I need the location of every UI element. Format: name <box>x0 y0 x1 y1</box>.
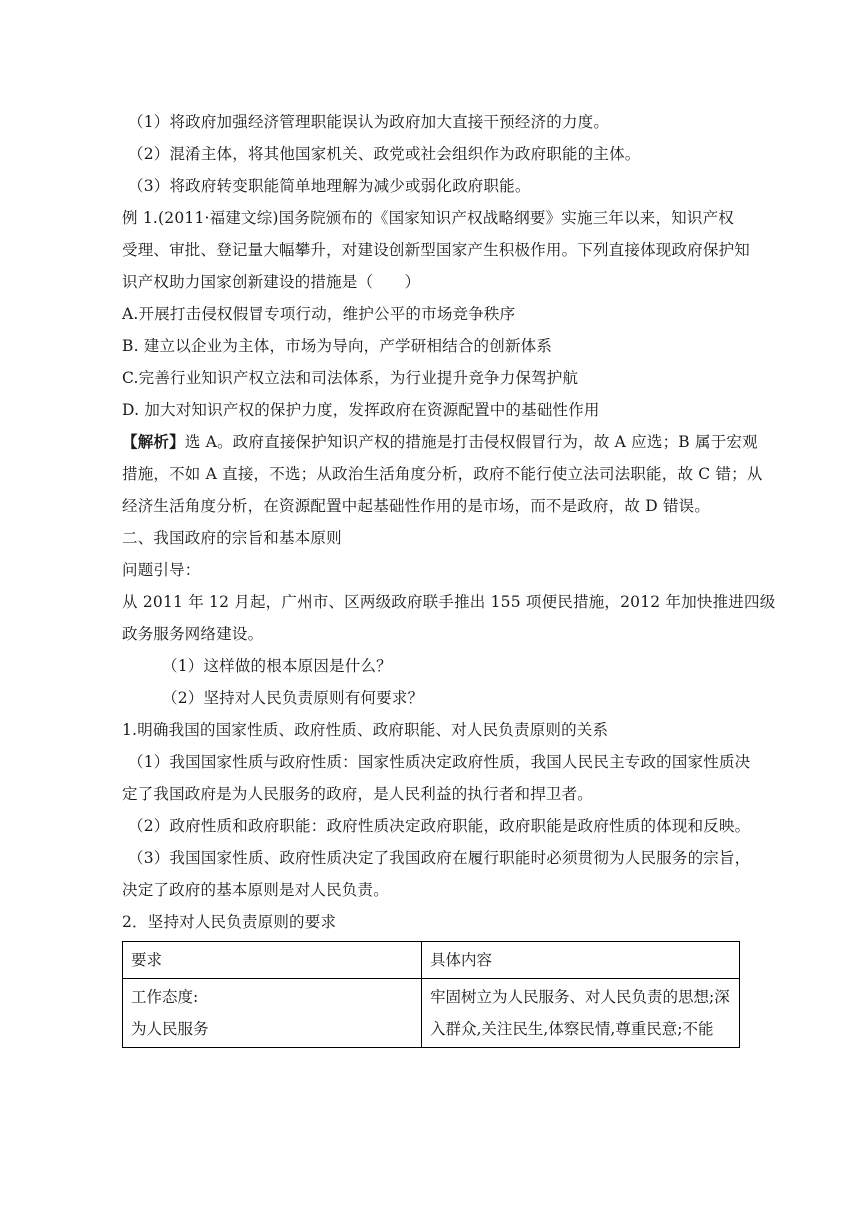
option-b: B. 建立以企业为主体，市场为导向，产学研相结合的创新体系 <box>122 337 553 355</box>
point-1-item-3-line-1: （3）我国国家性质、政府性质决定了我国政府在履行职能时必须贯彻为人民服务的宗旨， <box>128 849 751 867</box>
point-1-heading: 1.明确我国的国家性质、政府性质、政府职能、对人民负责原则的关系 <box>122 721 609 739</box>
table-row <box>123 979 740 1048</box>
question-guide-label: 问题引导： <box>122 561 201 579</box>
content-line-2: 入群众,关注民生,体察民情,尊重民意;不能 <box>430 1020 714 1038</box>
option-c: C.完善行业知识产权立法和司法体系，为行业提升竞争力保驾护航 <box>122 369 579 387</box>
point-1-item-2: （2）政府性质和政府职能：政府性质决定政府职能，政府职能是政府性质的体现和反映。 <box>128 817 751 835</box>
analysis-line-2: 措施，不如 A 直接，不选；从政治生活角度分析，政府不能行使立法司法职能，故 C 错；从 <box>122 465 763 483</box>
requirement-line-2: 为人民服务 <box>131 1020 209 1038</box>
example-question-line-3: 识产权助力国家创新建设的措施是（ ） <box>122 273 421 291</box>
misconception-2: （2）混淆主体，将其他国家机关、政党或社会组织作为政府职能的主体。 <box>128 145 641 163</box>
misconception-1: （1）将政府加强经济管理职能误认为政府加大直接干预经济的力度。 <box>128 113 610 131</box>
requirements-table <box>122 941 740 1048</box>
requirement-line-1: 工作态度: <box>131 988 199 1006</box>
option-a: A.开展打击侵权假冒专项行动，维护公平的市场竞争秩序 <box>122 305 516 323</box>
misconception-3: （3）将政府转变职能简单地理解为减少或弱化政府职能。 <box>128 177 531 195</box>
analysis-line-3: 经济生活角度分析，在资源配置中起基础性作用的是市场，而不是政府，故 D 错误。 <box>122 497 711 515</box>
analysis-text-1: 选 A。政府直接保护知识产权的措施是打击侵权假冒行为，故 A 应选；B 属于宏观 <box>184 433 758 451</box>
analysis-line-1 <box>122 426 758 458</box>
point-1-item-1-line-1: （1）我国国家性质与政府性质：国家性质决定政府性质，我国人民民主专政的国家性质决 <box>128 753 751 771</box>
example-question-line-2: 受理、审批、登记量大幅攀升，对建设创新型国家产生积极作用。下列直接体现政府保护知 <box>122 241 751 259</box>
point-2-heading: 2．坚持对人民负责原则的要求 <box>122 913 337 931</box>
table-header-requirement: 要求 <box>123 942 422 979</box>
content-line-1: 牢固树立为人民服务、对人民负责的思想;深 <box>430 988 730 1006</box>
analysis-tag: 【解析】 <box>122 432 185 451</box>
guide-text-line-1: 从 2011 年 12 月起，广州市、区两级政府联手推出 155 项便民措施，2012 年加快推进四级 <box>122 593 776 611</box>
table-header-row <box>123 942 740 979</box>
point-1-item-1-line-2: 定了我国政府是为人民服务的政府，是人民利益的执行者和捍卫者。 <box>122 785 594 803</box>
example-question-line-1: 例 1.(2011·福建文综)国务院颁布的《国家知识产权战略纲要》实施三年以来，知识产权 <box>122 209 734 227</box>
guide-question-2: （2）坚持对人民负责原则有何要求？ <box>162 689 424 707</box>
guide-text-line-2: 政务服务网络建设。 <box>122 625 264 643</box>
point-1-item-3-line-2: 决定了政府的基本原则是对人民负责。 <box>122 881 389 899</box>
document-content <box>122 106 776 1048</box>
table-cell-requirement <box>123 979 422 1048</box>
table-header-content: 具体内容 <box>422 942 740 979</box>
table-cell-content <box>422 979 740 1048</box>
section-2-heading: 二、我国政府的宗旨和基本原则 <box>122 529 342 547</box>
option-d: D. 加大对知识产权的保护力度，发挥政府在资源配置中的基础性作用 <box>122 401 600 419</box>
guide-question-1: （1）这样做的根本原因是什么？ <box>162 657 392 675</box>
